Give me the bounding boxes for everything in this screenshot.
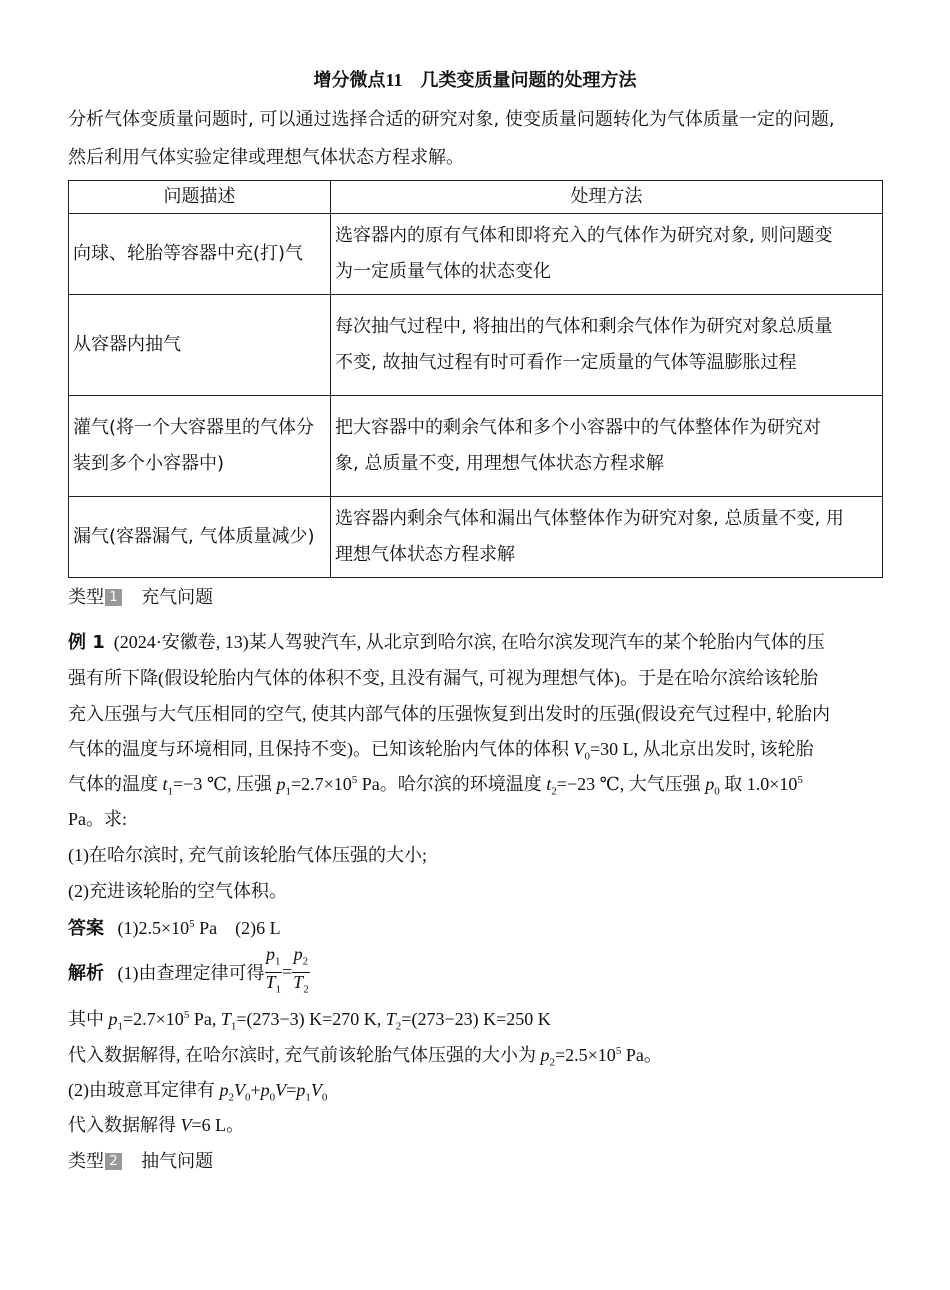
- method-line: 不变, 故抽气过程有时可看作一定质量的气体等温膨胀过程: [335, 352, 797, 373]
- math-sup: 5: [351, 774, 358, 786]
- math-sub: 0: [584, 750, 590, 763]
- math-symbol: V: [180, 1115, 192, 1135]
- answer-1-unit: Pa: [194, 918, 218, 938]
- method-line: 选容器内的原有气体和即将充入的气体作为研究对象, 则问题变: [335, 225, 833, 246]
- text-run: (1)由查理定律可得: [117, 963, 265, 984]
- type-1-heading: [68, 583, 213, 609]
- math-symbol: T: [220, 1009, 231, 1029]
- question-2: (2)充进该轮胎的空气体积。: [68, 881, 287, 901]
- text-run: 其中: [68, 1009, 109, 1029]
- math-sub: 0: [269, 1091, 276, 1104]
- intro-line-1: 分析气体变质量问题时, 可以通过选择合适的研究对象, 使变质量问题转化为气体质量一定的问题,: [68, 109, 835, 130]
- equals-sign: =: [282, 961, 293, 982]
- math-sub: 1: [285, 785, 291, 798]
- method-cell: [331, 396, 883, 497]
- analysis-line-2: [68, 1005, 551, 1033]
- math-sub: 1: [230, 1020, 237, 1033]
- problem-cell: 向球、轮胎等容器中充(打)气: [69, 214, 331, 295]
- math-sub: 2: [551, 785, 557, 798]
- math-symbol: p: [705, 774, 715, 794]
- type-number-badge: 1: [105, 589, 122, 606]
- problem-line: 装到多个小容器中): [73, 453, 225, 474]
- math-sub: 1: [275, 955, 281, 968]
- analysis-line-4: [68, 1076, 327, 1104]
- methods-table: [68, 180, 883, 578]
- example-text: 某人驾驶汽车, 从北京到哈尔滨, 在哈尔滨发现汽车的某个轮胎内气体的压: [248, 632, 825, 652]
- text-run: =30 L, 从北京出发时, 该轮胎: [590, 739, 814, 759]
- text-run: Pa,: [189, 1009, 221, 1029]
- intro-line-2: 然后利用气体实验定律或理想气体状态方程求解。: [68, 147, 464, 168]
- example-source: (2024·安徽卷, 13): [113, 632, 249, 652]
- math-sup: 5: [183, 1009, 190, 1021]
- table-row: [69, 214, 883, 295]
- page-title: 增分微点11 几类变质量问题的处理方法: [313, 70, 637, 90]
- math-symbol: p: [296, 1080, 306, 1100]
- text-run: =2.7×10: [290, 774, 352, 794]
- math-sub: 0: [245, 1091, 251, 1104]
- math-symbol: V: [573, 739, 585, 759]
- type-label: 抽气问题: [141, 1151, 214, 1172]
- table-row: [69, 497, 883, 578]
- math-sub: 2: [228, 1091, 234, 1104]
- table-row: [69, 295, 883, 396]
- method-cell: [331, 295, 883, 396]
- math-sub: 2: [303, 983, 309, 996]
- example-label: 例 1: [68, 632, 105, 653]
- plus-sign: +: [250, 1080, 261, 1100]
- text-run: =2.7×10: [123, 1009, 184, 1029]
- method-line: 理想气体状态方程求解: [335, 544, 515, 565]
- problem-cell: [69, 396, 331, 497]
- math-symbol: p: [219, 1080, 229, 1100]
- math-sub: 1: [117, 1020, 123, 1033]
- text-run: =(273−23) K=250 K: [401, 1009, 551, 1029]
- problem-cell: 漏气(容器漏气, 气体质量减少): [69, 497, 331, 578]
- math-sub: 1: [305, 1091, 311, 1104]
- fraction-p2-over-T2: [292, 945, 310, 999]
- math-symbol: p: [260, 1080, 270, 1100]
- answer-line: [68, 914, 281, 940]
- math-sub: 1: [167, 785, 174, 798]
- method-line: 象, 总质量不变, 用理想气体状态方程求解: [335, 453, 664, 474]
- example-line-2: 强有所下降(假设轮胎内气体的体积不变, 且没有漏气, 可视为理想气体)。于是在哈尔滨给该轮胎: [68, 668, 818, 688]
- math-symbol: V: [275, 1080, 287, 1100]
- analysis-line-1: [68, 945, 310, 999]
- fraction-p1-over-T1: [265, 945, 283, 999]
- example-line-5: [68, 770, 803, 798]
- text-run: Pa。哈尔滨的环境温度: [357, 774, 547, 794]
- math-sup: 5: [797, 774, 803, 786]
- method-line: 把大容器中的剩余气体和多个小容器中的气体整体作为研究对: [335, 417, 821, 438]
- type-number-badge: 2: [105, 1153, 122, 1170]
- math-symbol: T: [385, 1009, 396, 1029]
- math-symbol: V: [310, 1080, 322, 1100]
- math-sub: 1: [275, 983, 282, 996]
- math-symbol: t: [162, 774, 168, 794]
- math-symbol: p: [540, 1045, 550, 1065]
- method-line: 选容器内剩余气体和漏出气体整体作为研究对象, 总质量不变, 用: [335, 508, 844, 529]
- math-symbol: p: [293, 944, 303, 964]
- math-sup: 5: [615, 1045, 622, 1057]
- text-run: =6 L。: [191, 1115, 245, 1135]
- text-run: (2)由玻意耳定律有: [68, 1080, 220, 1100]
- text-run: =−3 ℃, 压强: [173, 774, 277, 794]
- header-problem: 问题描述: [69, 181, 331, 214]
- math-sub: 0: [714, 785, 720, 798]
- math-symbol: t: [546, 774, 552, 794]
- analysis-line-3: [68, 1041, 662, 1069]
- text-run: 代入数据解得, 在哈尔滨时, 充气前该轮胎气体压强的大小为: [68, 1045, 541, 1065]
- text-run: =(273−3) K=270 K,: [236, 1009, 386, 1029]
- question-1: (1)在哈尔滨时, 充气前该轮胎气体压强的大小;: [68, 845, 427, 865]
- type-2-heading: [68, 1147, 213, 1173]
- example-line-3: 充入压强与大气压相同的空气, 使其内部气体的压强恢复到出发时的压强(假设充气过程中, 轮胎内: [68, 704, 830, 724]
- method-line: 每次抽气过程中, 将抽出的气体和剩余气体作为研究对象总质量: [335, 316, 833, 337]
- type-label: 充气问题: [141, 587, 214, 608]
- text-run: Pa。: [621, 1045, 662, 1065]
- math-sup: 5: [189, 918, 195, 930]
- math-sub: 2: [549, 1056, 555, 1069]
- math-sub: 0: [321, 1091, 328, 1104]
- text-run: 代入数据解得: [68, 1115, 181, 1135]
- text-run: =−23 ℃, 大气压强: [556, 774, 706, 794]
- analysis-line-5: [68, 1111, 244, 1137]
- equals-sign: =: [286, 1080, 297, 1100]
- method-line: 为一定质量气体的状态变化: [335, 261, 551, 282]
- math-symbol: T: [293, 971, 304, 992]
- example-line-6: Pa。求:: [68, 809, 128, 829]
- math-symbol: V: [234, 1080, 245, 1100]
- text-run: 气体的温度: [68, 774, 163, 794]
- method-cell: [331, 497, 883, 578]
- answer-1: (1)2.5×10: [117, 918, 190, 938]
- table-header-row: [69, 181, 883, 214]
- answer-2: (2)6 L: [235, 918, 281, 938]
- example-line-4: [68, 735, 814, 763]
- math-sub: 2: [395, 1020, 402, 1033]
- math-sub: 2: [302, 955, 309, 968]
- type-prefix: 类型: [68, 587, 104, 608]
- math-symbol: p: [108, 1009, 118, 1029]
- example-line-1: [68, 628, 825, 654]
- math-symbol: p: [276, 774, 286, 794]
- math-symbol: T: [265, 971, 276, 992]
- type-prefix: 类型: [68, 1151, 104, 1172]
- text-run: 取 1.0×10: [719, 774, 798, 794]
- table-row: [69, 396, 883, 497]
- method-cell: [331, 214, 883, 295]
- analysis-label: 解析: [68, 963, 104, 985]
- header-method: 处理方法: [331, 181, 883, 214]
- problem-line: 灌气(将一个大容器里的气体分: [73, 417, 315, 438]
- text-run: 气体的温度与环境相同, 且保持不变)。已知该轮胎内气体的体积: [68, 739, 574, 759]
- text-run: =2.5×10: [555, 1045, 616, 1065]
- math-symbol: p: [266, 944, 275, 964]
- problem-cell: 从容器内抽气: [69, 295, 331, 396]
- answer-label: 答案: [68, 918, 104, 939]
